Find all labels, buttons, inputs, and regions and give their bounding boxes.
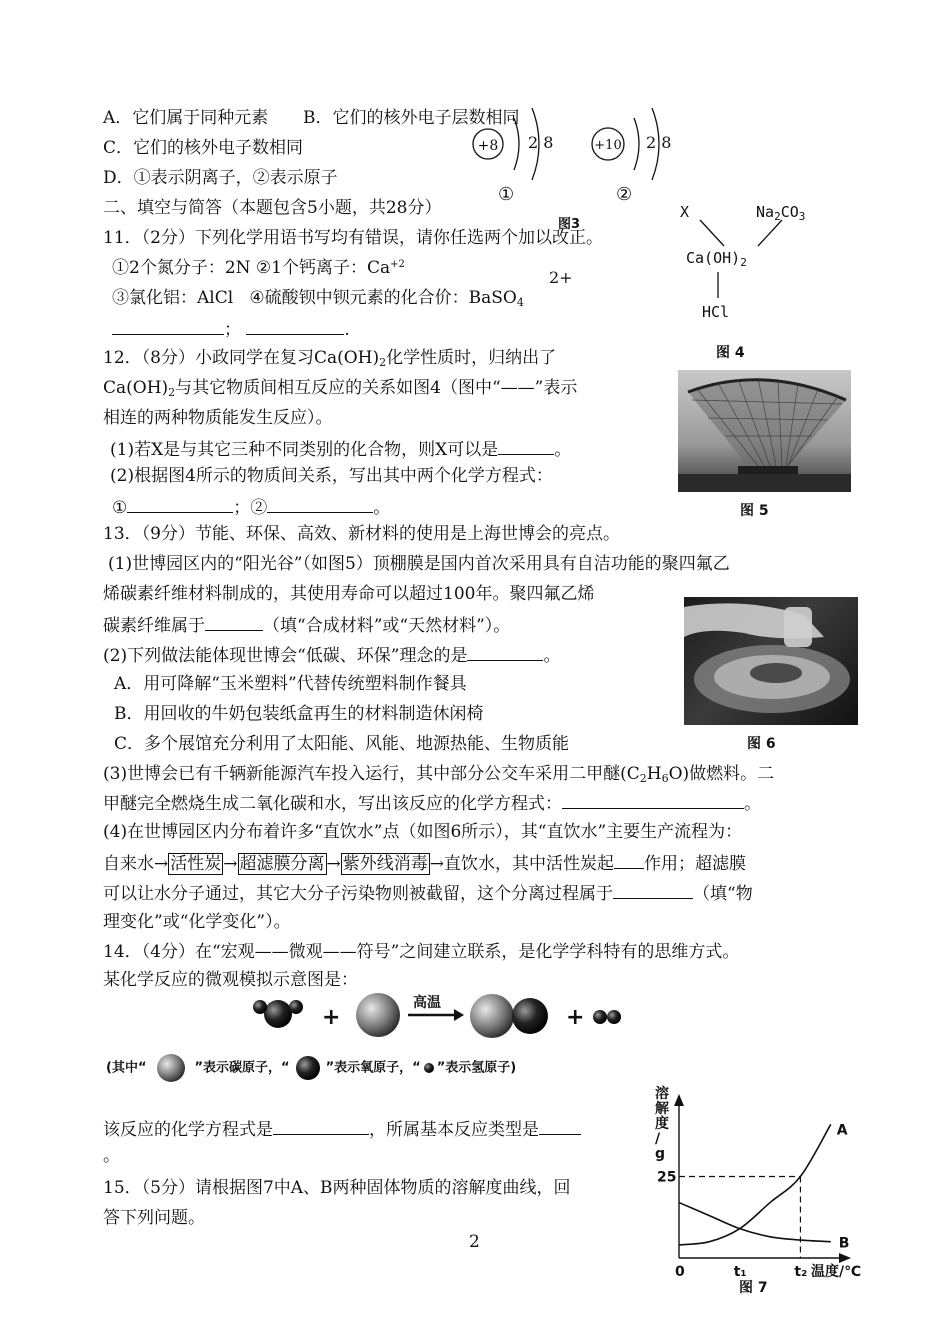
- series-b-curve: [679, 1203, 831, 1242]
- q13-part1-line3: 碳素纤维属于 （填“合成材料”或“天然材料”）。: [103, 616, 511, 636]
- q14-equation-blank[interactable]: [273, 1118, 369, 1135]
- q12-line1: 12．（8分）小政同学在复习$Ca(OH)_2$化学性质时，归纳出了: [103, 348, 557, 369]
- atom1-shells: 2 8: [528, 133, 554, 152]
- water-hydrogen-atom: [289, 1000, 303, 1014]
- legend-carbon-icon: [157, 1054, 185, 1082]
- figure-3-atom-diagrams: [466, 100, 686, 230]
- q10-option-c: C．它们的核外电子数相同: [103, 138, 304, 158]
- reaction-condition: 高温: [413, 995, 441, 1011]
- q11-sep: ；: [224, 320, 241, 340]
- legend-hydrogen-icon: [424, 1063, 434, 1073]
- q11-item2-sup: +2: [390, 259, 405, 270]
- h2-atom: [593, 1010, 607, 1024]
- flow-step-activated-carbon: 活性炭: [170, 854, 222, 874]
- atom2-shells: 2 8: [646, 133, 672, 152]
- figure-3-caption: 图3: [558, 217, 581, 230]
- q13-role-blank[interactable]: [614, 852, 644, 869]
- q14-type-blank[interactable]: [539, 1118, 581, 1135]
- q11-item1: ①2个氮分子：2N: [112, 258, 251, 278]
- q13-flow-line: 自来水→ 活性炭 → 超滤膜分离 → 紫外线消毒 →直饮水，其中活性炭起 作用；超滤膜: [103, 854, 746, 874]
- q14-answer-line: 该反应的化学方程式是 ，所属基本反应类型是: [103, 1118, 581, 1140]
- q12-equation-blank-1[interactable]: [127, 496, 233, 513]
- q13-part4-line1: (4)在世博园区内分布着许多“直饮水”点（如图6所示），其“直饮水”主要生产流程为：: [103, 822, 743, 842]
- fig4-x: X: [680, 203, 690, 221]
- q11-answer-line: [112, 318, 350, 340]
- plus-sign-2: +: [566, 1005, 585, 1030]
- q13-part1-blank[interactable]: [205, 614, 263, 631]
- water-oxygen-atom: [264, 1000, 292, 1028]
- q13-change-blank[interactable]: [613, 882, 693, 899]
- q12-part1-blank[interactable]: [498, 438, 554, 455]
- series-a-curve: [679, 1124, 831, 1245]
- q11-over-charge: 2+: [549, 268, 573, 287]
- atom1-nucleus: +8: [477, 138, 499, 154]
- q11-item4: ④硫酸钡中钡元素的化合价：BaSO: [249, 288, 517, 308]
- figure-6-photo: [684, 597, 858, 725]
- q13-part2: (2)下列做法能体现世博会“低碳、环保”理念的是 。: [103, 646, 561, 666]
- q11-item4-sub: 4: [516, 296, 524, 309]
- q15-line1: 15．（5分）请根据图7中A、B两种固体物质的溶解度曲线，回: [103, 1178, 571, 1198]
- co-carbon-atom: [470, 994, 514, 1038]
- y-axis-arrow: [674, 1094, 684, 1106]
- figure-4: [672, 198, 832, 368]
- q13-option-a: A．用可降解“玉米塑料”代替传统塑料制作餐具: [114, 674, 467, 694]
- q12-part2: (2)根据图4所示的物质间关系，写出其中两个化学方程式：: [110, 466, 553, 486]
- q14-legend: (其中“ ”表示碳原子，“ ”表示氧原子，“ ”表示氢原子): [106, 1054, 516, 1083]
- q13-part1-line2: 烯碳素纤维材料制成的，其使用寿命可以超过100年。聚四氟乙烯: [103, 584, 595, 604]
- q13-part3-line2: 甲醚完全燃烧生成二氧化碳和水，写出该反应的化学方程式： 。: [103, 794, 761, 814]
- q11-items-line1: [112, 258, 405, 278]
- q12-equation-blank-2[interactable]: [267, 496, 373, 513]
- q13-part1-line1: (1)世博园区内的“阳光谷”（如图5）顶棚膜是国内首次采用具有自洁功能的聚四氟乙: [108, 554, 730, 574]
- q13-part4-line4: 理变化”或“化学变化”）。: [103, 912, 291, 932]
- q11-answer-blank-1[interactable]: [112, 318, 224, 335]
- q11-end: .: [344, 320, 350, 340]
- q14-line2: 某化学反应的微观模拟示意图是：: [103, 970, 358, 990]
- q11-items-line2: [112, 288, 524, 308]
- atom1-marker: ①: [498, 184, 515, 205]
- q11-item3: ③氯化铝：AlCl: [112, 288, 234, 308]
- q11-answer-blank-2[interactable]: [246, 318, 344, 335]
- co-oxygen-atom: [512, 998, 548, 1034]
- q12-part2-answers: ① ；② 。: [112, 498, 391, 518]
- x-axis-arrow: [839, 1253, 851, 1263]
- fig4-hcl: HCl: [702, 303, 730, 321]
- fig4-na2co3: $Na_2CO_3$: [756, 203, 806, 223]
- series-b-label: B: [838, 1235, 850, 1252]
- q10-option-d: D．①表示阴离子，②表示原子: [103, 168, 338, 188]
- y-tick-label-25: 25: [657, 1169, 677, 1186]
- series-a-label: A: [836, 1122, 848, 1139]
- atom2-nucleus: +10: [594, 138, 622, 153]
- x-tick-label-t1: t₁: [733, 1264, 747, 1280]
- q13-part4-line3: 可以让水分子通过，其它大分子污染物则被截留，这个分离过程属于 （填“物: [103, 884, 753, 904]
- x-tick-label-0: 0: [675, 1264, 685, 1280]
- figure-6-caption: 图 6: [747, 736, 776, 752]
- figure-5-photo: [678, 370, 851, 492]
- q11-item2: ②1个钙离子：Ca: [255, 258, 391, 278]
- x-axis-label: 温度/℃: [811, 1264, 862, 1280]
- figure-7-solubility-chart: [645, 1082, 880, 1294]
- q13-part2-blank[interactable]: [467, 644, 543, 661]
- plus-sign-1: +: [322, 1005, 341, 1030]
- q12-part1: (1)若X是与其它三种不同类别的化合物，则X可以是 。: [110, 440, 572, 460]
- q11-stem: 11．（2分）下列化学用语书写均有错误，请你任选两个加以改正。: [103, 228, 603, 248]
- q14-line1: 14．（4分）在“宏观——微观——符号”之间建立联系，是化学学科特有的思维方式。: [103, 942, 740, 962]
- q12-line2: $Ca(OH)_2$与其它物质间相互反应的关系如图4（图中“——”表示: [103, 378, 578, 399]
- carbon-atom: [356, 993, 400, 1037]
- q13-part3-line1: (3)世博会已有千辆新能源汽车投入运行，其中部分公交车采用二甲醚$(C_2H_6O)$做燃料。二: [103, 764, 775, 785]
- flow-step-uv-disinfection: 紫外线消毒: [342, 854, 428, 874]
- q14-answer-end: 。: [103, 1146, 120, 1166]
- figure-4-caption: 图 4: [716, 345, 745, 361]
- page-number: 2: [469, 1232, 480, 1252]
- figure-5-caption: 图 5: [740, 503, 769, 519]
- h2-atom: [607, 1010, 621, 1024]
- flow-step-ultrafiltration: 超滤膜分离: [239, 854, 325, 874]
- legend-oxygen-icon: [296, 1056, 320, 1080]
- q13-equation-blank[interactable]: [562, 792, 744, 809]
- atom2-marker: ②: [616, 184, 633, 205]
- x-tick-label-t2: t₂: [794, 1264, 808, 1280]
- q10-option-b: B．它们的核外电子层数相同: [303, 108, 520, 128]
- q13-option-b: B．用回收的牛奶包装纸盒再生的材料制造休闲椅: [114, 704, 484, 724]
- q13-stem: 13．（9分）节能、环保、高效、新材料的使用是上海世博会的亮点。: [103, 524, 620, 544]
- water-hydrogen-atom: [253, 1000, 267, 1014]
- y-axis-label: 溶解度/ g: [655, 1086, 669, 1162]
- q15-line2: 答下列问题。: [103, 1208, 205, 1228]
- section-2-heading: 二、填空与简答（本题包含5小题，共28分）: [103, 198, 442, 218]
- q12-line3: 相连的两种物质能发生反应）。: [103, 408, 333, 428]
- figure-7-caption: 图 7: [739, 1280, 768, 1294]
- q10-option-a: A．它们属于同种元素: [103, 108, 269, 128]
- fig4-center: $Ca(OH)_2$: [686, 249, 747, 269]
- q13-option-c: C．多个展馆充分利用了太阳能、风能、地源热能、生物质能: [114, 734, 570, 754]
